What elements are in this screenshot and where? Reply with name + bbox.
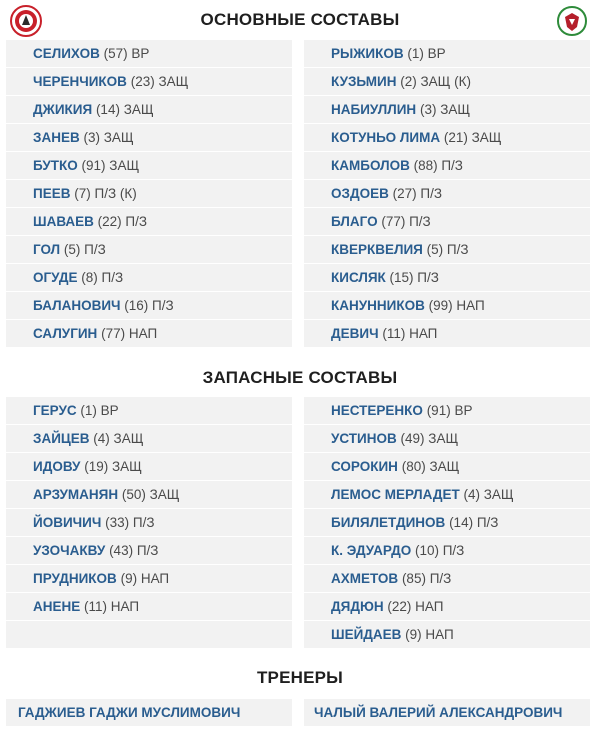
player-meta: (23) ЗАЩ bbox=[130, 74, 189, 89]
player-name-link[interactable]: ПЕЕВ bbox=[33, 186, 71, 201]
player-name-link[interactable]: КУЗЬМИН bbox=[331, 74, 397, 89]
player-name-link[interactable]: ГЕРУС bbox=[33, 403, 77, 418]
player-name-link[interactable]: ШАВАЕВ bbox=[33, 214, 94, 229]
player-name-link[interactable]: КВЕРКВЕЛИЯ bbox=[331, 242, 423, 257]
player-row bbox=[6, 425, 292, 453]
player-meta: (99) НАП bbox=[428, 298, 485, 313]
player-row bbox=[6, 124, 292, 152]
player-name-link[interactable]: ОГУДЕ bbox=[33, 270, 78, 285]
player-row bbox=[6, 68, 292, 96]
player-row bbox=[304, 593, 590, 621]
player-row bbox=[304, 124, 590, 152]
player-meta: (22) П/З bbox=[97, 214, 148, 229]
player-meta: (1) ВР bbox=[407, 46, 446, 61]
substitutes-title: ЗАПАСНЫЕ СОСТАВЫ bbox=[202, 368, 398, 387]
player-row bbox=[6, 236, 292, 264]
away-substitutes-list bbox=[304, 397, 590, 649]
player-name-link[interactable]: СЕЛИХОВ bbox=[33, 46, 100, 61]
player-row bbox=[6, 481, 292, 509]
player-row bbox=[304, 292, 590, 320]
player-name-link[interactable]: БАЛАНОВИЧ bbox=[33, 298, 121, 313]
player-meta: (91) ЗАЩ bbox=[81, 158, 140, 173]
player-meta: (5) П/З bbox=[63, 242, 106, 257]
player-row bbox=[304, 537, 590, 565]
player-name-link[interactable]: ДЖИКИЯ bbox=[33, 102, 93, 117]
player-name-link[interactable]: КОТУНЬО ЛИМА bbox=[331, 130, 441, 145]
player-meta: (33) П/З bbox=[105, 515, 155, 530]
player-row bbox=[304, 96, 590, 124]
player-row bbox=[6, 453, 292, 481]
player-name-link[interactable]: ЗАНЕВ bbox=[33, 130, 80, 145]
player-name-link[interactable]: УСТИНОВ bbox=[331, 431, 397, 446]
player-row bbox=[6, 509, 292, 537]
player-row bbox=[6, 397, 292, 425]
player-row bbox=[6, 208, 292, 236]
player-meta: (57) ВР bbox=[103, 46, 150, 61]
player-name-link[interactable]: НЕСТЕРЕНКО bbox=[331, 403, 423, 418]
away-starting-list bbox=[304, 40, 590, 348]
player-row bbox=[6, 537, 292, 565]
player-name-link[interactable]: К. ЭДУАРДО bbox=[331, 543, 412, 558]
away-coach-link[interactable]: ЧАЛЫЙ ВАЛЕРИЙ АЛЕКСАНДРОВИЧ bbox=[304, 699, 590, 726]
player-row bbox=[6, 40, 292, 68]
player-meta: (91) ВР bbox=[426, 403, 473, 418]
player-row bbox=[304, 453, 590, 481]
player-row bbox=[304, 264, 590, 292]
player-name-link[interactable]: ЙОВИЧИЧ bbox=[33, 515, 102, 530]
home-substitutes-list bbox=[6, 397, 292, 649]
player-meta: (43) П/З bbox=[109, 543, 159, 558]
player-row bbox=[304, 152, 590, 180]
player-meta: (16) П/З bbox=[124, 298, 174, 313]
player-name-link[interactable]: ДЕВИЧ bbox=[331, 326, 379, 341]
player-meta: (88) П/З bbox=[413, 158, 463, 173]
player-name-link[interactable]: ЧЕРЕНЧИКОВ bbox=[33, 74, 127, 89]
empty-row bbox=[6, 621, 292, 649]
player-row bbox=[6, 180, 292, 208]
player-row bbox=[6, 264, 292, 292]
player-name-link[interactable]: САЛУГИН bbox=[33, 326, 98, 341]
player-meta: (77) НАП bbox=[101, 326, 158, 341]
player-meta: (3) ЗАЩ bbox=[83, 130, 134, 145]
player-name-link[interactable]: ЛЕМОС МЕРЛАДЕТ bbox=[331, 487, 460, 502]
player-meta: (4) ЗАЩ bbox=[93, 431, 144, 446]
player-meta: (14) ЗАЩ bbox=[95, 102, 154, 117]
player-row bbox=[304, 68, 590, 96]
player-meta: (14) П/З bbox=[449, 515, 499, 530]
player-meta: (11) НАП bbox=[84, 599, 140, 614]
player-row bbox=[304, 40, 590, 68]
player-name-link[interactable]: БУТКО bbox=[33, 158, 78, 173]
player-name-link[interactable]: БИЛЯЛЕТДИНОВ bbox=[331, 515, 446, 530]
player-row bbox=[6, 320, 292, 348]
player-name-link[interactable]: НАБИУЛЛИН bbox=[331, 102, 417, 117]
player-meta: (19) ЗАЩ bbox=[84, 459, 142, 474]
player-meta: (21) ЗАЩ bbox=[443, 130, 502, 145]
player-meta: (9) НАП bbox=[120, 571, 170, 586]
player-name-link[interactable]: ИДОВУ bbox=[33, 459, 81, 474]
player-meta: (22) НАП bbox=[387, 599, 444, 614]
player-row bbox=[6, 292, 292, 320]
player-name-link[interactable]: КАМБОЛОВ bbox=[331, 158, 410, 173]
player-row bbox=[6, 96, 292, 124]
player-meta: (7) П/З (К) bbox=[74, 186, 137, 201]
player-meta: (8) П/З bbox=[81, 270, 124, 285]
player-meta: (1) ВР bbox=[80, 403, 119, 418]
player-meta: (49) ЗАЩ bbox=[400, 431, 459, 446]
player-row bbox=[304, 481, 590, 509]
player-meta: (15) П/З bbox=[389, 270, 439, 285]
player-name-link[interactable]: АХМЕТОВ bbox=[331, 571, 399, 586]
player-meta: (10) П/З bbox=[414, 543, 465, 558]
starting-lineups-title: ОСНОВНЫЕ СОСТАВЫ bbox=[200, 10, 400, 29]
player-name-link[interactable]: ПРУДНИКОВ bbox=[33, 571, 117, 586]
home-coach-link[interactable]: ГАДЖИЕВ ГАДЖИ МУСЛИМОВИЧ bbox=[6, 699, 292, 726]
player-name-link[interactable]: АРЗУМАНЯН bbox=[33, 487, 119, 502]
player-row bbox=[304, 509, 590, 537]
player-meta: (2) ЗАЩ (К) bbox=[400, 74, 471, 89]
player-name-link[interactable]: ШЕЙДАЕВ bbox=[331, 627, 402, 642]
player-name-link[interactable]: КАНУННИКОВ bbox=[331, 298, 425, 313]
player-row bbox=[304, 320, 590, 348]
player-row bbox=[304, 180, 590, 208]
player-name-link[interactable]: СОРОКИН bbox=[331, 459, 398, 474]
player-meta: (27) П/З bbox=[392, 186, 442, 201]
player-meta: (50) ЗАЩ bbox=[121, 487, 180, 502]
player-meta: (3) ЗАЩ bbox=[419, 102, 471, 117]
player-meta: (4) ЗАЩ bbox=[463, 487, 514, 502]
player-meta: (9) НАП bbox=[405, 627, 454, 642]
player-row bbox=[304, 425, 590, 453]
player-name-link[interactable]: КИСЛЯК bbox=[331, 270, 386, 285]
player-name-link[interactable]: УЗОЧАКВУ bbox=[33, 543, 106, 558]
player-row bbox=[304, 236, 590, 264]
player-name-link[interactable]: ЗАЙЦЕВ bbox=[33, 431, 90, 446]
player-name-link[interactable]: АНЕНЕ bbox=[33, 599, 81, 614]
player-row bbox=[304, 208, 590, 236]
player-meta: (5) П/З bbox=[426, 242, 469, 257]
home-starting-list bbox=[6, 40, 292, 348]
player-meta: (85) П/З bbox=[401, 571, 452, 586]
player-row bbox=[304, 397, 590, 425]
player-row bbox=[304, 621, 590, 649]
player-meta: (11) НАП bbox=[382, 326, 438, 341]
player-name-link[interactable]: ОЗДОЕВ bbox=[331, 186, 389, 201]
player-name-link[interactable]: ГОЛ bbox=[33, 242, 61, 257]
player-row bbox=[304, 565, 590, 593]
player-meta: (77) П/З bbox=[381, 214, 431, 229]
coaches-title: ТРЕНЕРЫ bbox=[256, 668, 344, 687]
player-name-link[interactable]: РЫЖИКОВ bbox=[331, 46, 404, 61]
player-name-link[interactable]: ДЯДЮН bbox=[331, 599, 384, 614]
player-row bbox=[6, 152, 292, 180]
player-row bbox=[6, 565, 292, 593]
player-row bbox=[6, 593, 292, 621]
player-meta: (80) ЗАЩ bbox=[401, 459, 460, 474]
player-name-link[interactable]: БЛАГО bbox=[331, 214, 378, 229]
